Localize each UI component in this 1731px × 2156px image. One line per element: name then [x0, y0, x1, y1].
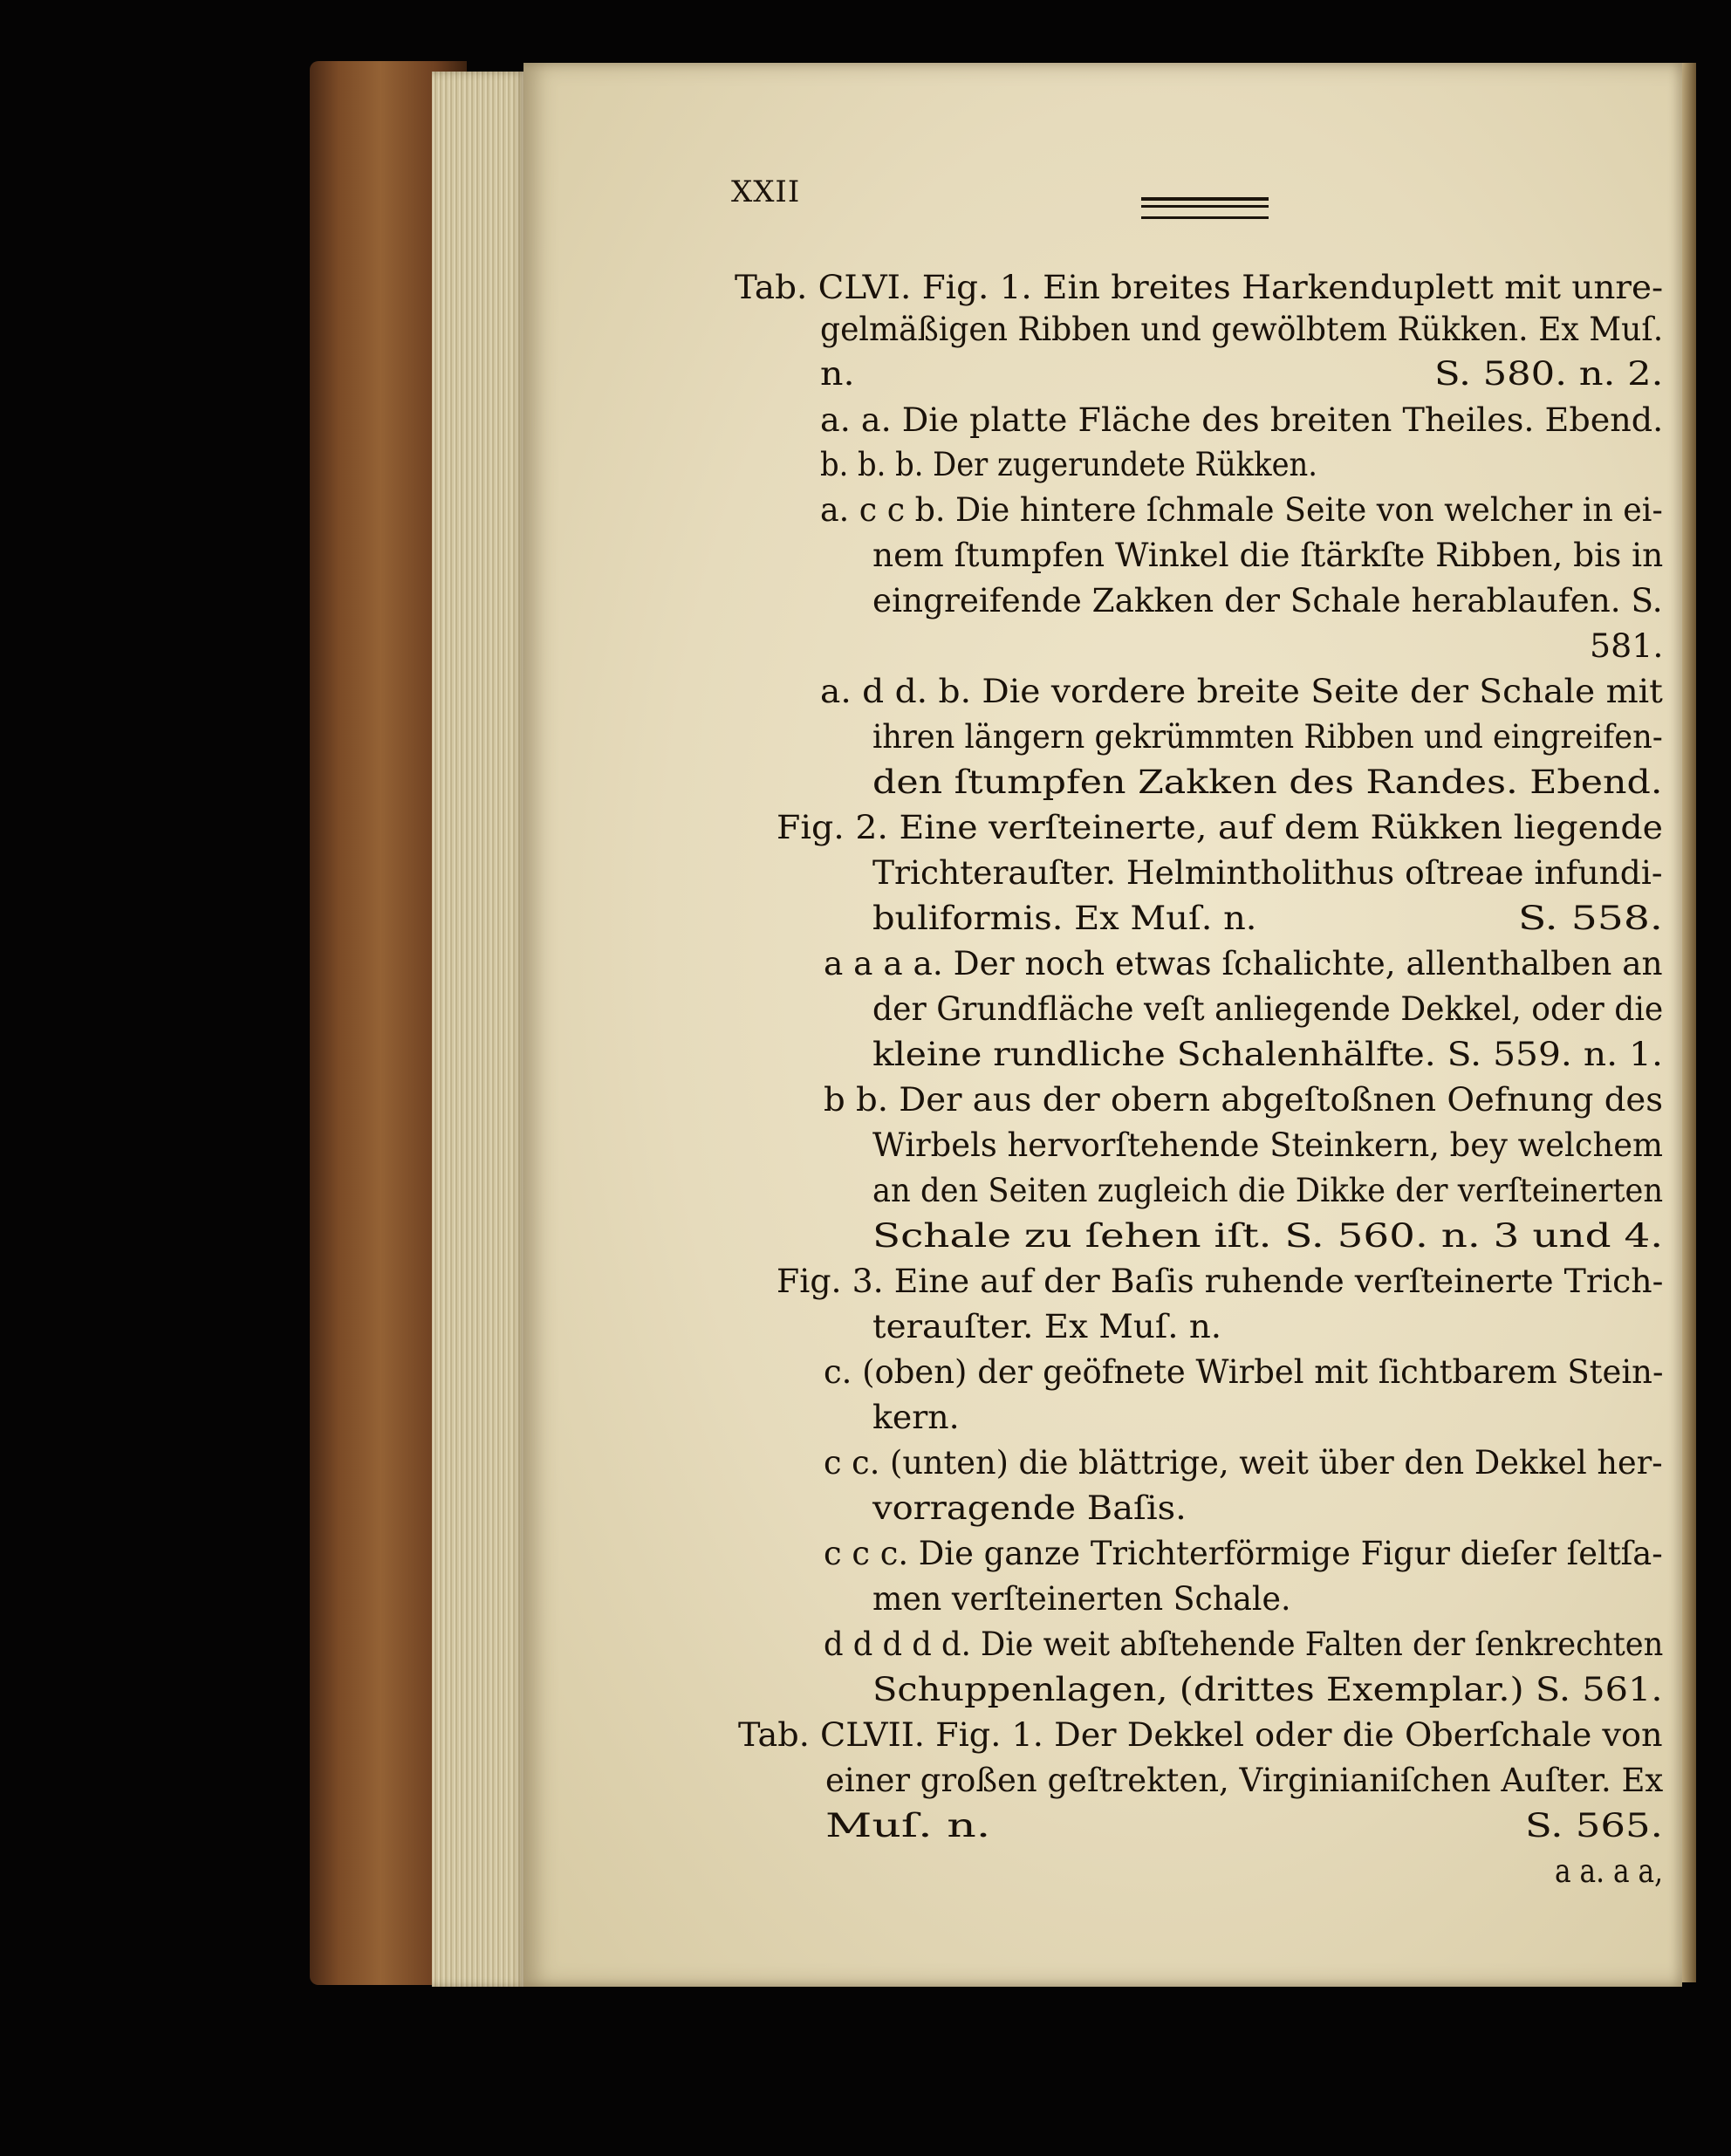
text-line: an den Seiten zugleich die Dikke der verſteinerten: [872, 1172, 1664, 1209]
text-line: eingreifende Zakken der Schale herablaufen. S.: [872, 582, 1663, 619]
running-head: XXII: [731, 175, 801, 209]
text-line: Wirbels hervorſtehende Steinkern, bey welchem: [872, 1126, 1664, 1164]
text-line: Muſ. n.: [825, 1807, 991, 1845]
ornamental-rule: [1141, 197, 1269, 219]
text-line: Schuppenlagen, (drittes Exemplar.) S. 561.: [872, 1671, 1663, 1708]
text-line: S. 565.: [1525, 1807, 1663, 1845]
page-edges: [432, 72, 528, 1987]
text-line: kleine rundliche Schalenhälfte. S. 559. n. 1.: [872, 1036, 1663, 1073]
text-line: a a a a. Der noch etwas ſchalichte, allenthalben an: [824, 945, 1663, 982]
text-line: Fig. 2. Eine verſteinerte, auf dem Rükken liegende: [777, 809, 1663, 846]
text-line: 581.: [1590, 627, 1664, 665]
text-line: a. c c b. Die hintere ſchmale Seite von welcher in ei-: [820, 491, 1663, 529]
text-line: Schale zu ſehen iſt. S. 560. n. 3 und 4.: [872, 1217, 1664, 1255]
text-line: a a. a a,: [1555, 1852, 1664, 1890]
text-line: terauſter. Ex Muſ. n.: [872, 1308, 1222, 1345]
text-line: a. d d. b. Die vordere breite Seite der Schale mit: [820, 673, 1663, 710]
page-right-edge: [1682, 63, 1696, 1982]
text-line: b b. Der aus der obern abgeſtoßnen Oefnung des: [824, 1081, 1664, 1119]
text-line: buliformis. Ex Muſ. n.: [872, 900, 1257, 937]
text-line: d d d d d. Die weit abſtehende Falten der ſenkrechten: [824, 1626, 1664, 1663]
text-line: a. a. Die platte Fläche des breiten Theiles. Ebend.: [820, 401, 1664, 439]
text-line: S. 558.: [1518, 900, 1663, 937]
text-line: kern.: [872, 1399, 960, 1436]
text-line: b. b. b. Der zugerundete Rükken.: [820, 446, 1318, 483]
text-line: men verſteinerten Schale.: [872, 1580, 1291, 1618]
text-line: Tab. CLVI. Fig. 1. Ein breites Harkenduplett mit unre-: [735, 269, 1664, 306]
text-line: den ſtumpfen Zakken des Randes. Ebend.: [872, 763, 1663, 801]
text-line: Fig. 3. Eine auf der Baſis ruhende verſteinerte Trich-: [777, 1263, 1664, 1300]
text-line: Tab. CLVII. Fig. 1. Der Dekkel oder die Oberſchale von: [738, 1716, 1663, 1754]
text-line: ihren längern gekrümmten Ribben und eingreifen-: [872, 718, 1663, 756]
text-line: c. (oben) der geöfnete Wirbel mit ſichtbarem Stein-: [824, 1353, 1664, 1391]
text-line: c c c. Die ganze Trichterförmige Figur dieſer ſeltſa-: [824, 1535, 1663, 1572]
text-line: Trichterauſter. Helmintholithus oſtreae infundi-: [872, 854, 1663, 892]
text-line: n.: [820, 355, 855, 393]
text-line: nem ſtumpfen Winkel die ſtärkſte Ribben, bis in: [872, 537, 1664, 574]
text-line: der Grundfläche veſt anliegende Dekkel, oder die: [872, 990, 1664, 1028]
text-line: S. 580. n. 2.: [1434, 355, 1664, 393]
text-line: gelmäßigen Ribben und gewölbtem Rükken. Ex Muſ.: [820, 311, 1664, 348]
text-line: einer großen geſtrekten, Virginianiſchen Auſter. Ex: [825, 1762, 1664, 1799]
text-line: c c. (unten) die blättrige, weit über den Dekkel her-: [824, 1444, 1663, 1482]
text-line: vorragende Baſis.: [872, 1489, 1187, 1527]
